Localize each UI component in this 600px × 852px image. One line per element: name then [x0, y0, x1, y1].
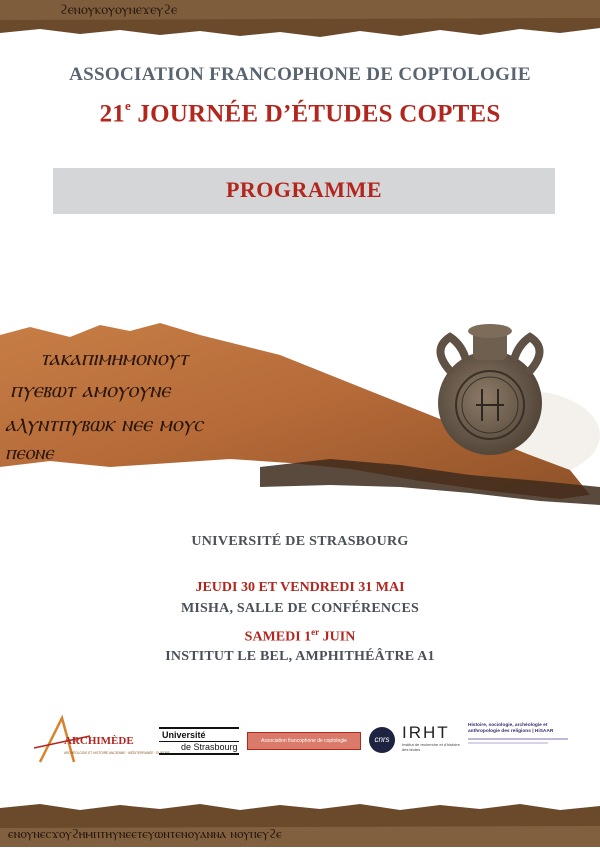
date-2-pre: SAMEDI 1 — [244, 629, 312, 645]
university-name: UNIVERSITÉ DE STRASBOURG — [191, 534, 409, 549]
location-2: INSTITUT LE BEL, AMPHITHÉÂTRE A1 — [165, 649, 435, 664]
afc-logo-text: Association francophone de coptologie — [261, 738, 347, 744]
event-number-suffix: e — [124, 98, 131, 113]
archimede-sub: ARCHÉOLOGIE ET HISTOIRE ANCIENNE · MÉDITERRANÉE · EUROPE — [64, 751, 170, 755]
irht-sub: Institut de recherche et d’histoire des textes — [402, 742, 460, 752]
event-title-text: JOURNÉE D’ÉTUDES COPTES — [130, 100, 501, 128]
hisaar-logo-text: Histoire, sociologie, archéologie et anthropologie des religions | HiSAAR — [468, 723, 554, 734]
location-1: MISHA, SALLE DE CONFÉRENCES — [181, 601, 419, 616]
date-2-post: JUIN — [319, 629, 356, 645]
bottom-papyrus-strip — [0, 798, 600, 847]
papyrus-line-1: ⲧⲁⲕⲁⲡⲓⲙⲏⲙⲟⲛⲟⲩⲧ — [40, 346, 188, 371]
date-1: JEUDI 30 ET VENDREDI 31 MAI — [195, 580, 405, 595]
bottom-papyrus-image — [0, 798, 600, 847]
hisaar-underline-2 — [468, 742, 548, 744]
papyrus-line-4: ⲡⲉⲟⲛⲉ — [5, 440, 54, 464]
afc-logo[interactable] — [247, 732, 361, 750]
programme-label: PROGRAMME — [225, 177, 383, 202]
association-name: ASSOCIATION FRANCOPHONE DE COPTOLOGIE — [69, 64, 531, 85]
hisaar-logo[interactable] — [468, 723, 578, 757]
archimede-name: ARCHIMÈDE — [64, 735, 134, 747]
cnrs-logo[interactable] — [369, 727, 395, 753]
papyrus-line-3: ⲁⲗⲩⲛⲧⲡⲩⲃⲱⲕ ⲛⲉⲉ ⲙⲟⲩⲥ — [5, 412, 203, 437]
unistra-logo[interactable] — [159, 727, 239, 755]
papyrus-line-2: ⲡⲩⲉⲃⲱⲧ ⲁⲙⲟⲩⲟⲩⲛⲉ — [10, 378, 171, 403]
bottom-strip-text: ⲉⲛⲟⲩⲛⲉⲥϫⲟⲩϩⲏⲙⲡⲧⲏⲩⲛⲉⲉⲧⲉⲩⲱⲛⲧⲉⲛⲟⲩⲁⲛⲛⲁ ⲛⲟⲩⲡⲉⲩϩⲉ — [8, 827, 282, 842]
top-papyrus-strip — [0, 0, 600, 42]
event-number: 21 — [99, 100, 125, 128]
irht-logo[interactable] — [402, 724, 462, 758]
date-2-sup: er — [311, 627, 320, 637]
papyrus-illustration — [0, 255, 600, 530]
top-papyrus-image — [0, 0, 600, 42]
unistra-line-1: Université — [162, 730, 206, 740]
ampulla-image — [438, 324, 542, 455]
irht-logo-text: IRHT — [402, 723, 450, 742]
archimede-logo[interactable] — [30, 714, 170, 766]
cnrs-logo-text: cnrs — [374, 735, 390, 744]
programme-banner — [53, 168, 555, 214]
date-2 — [0, 627, 600, 646]
hisaar-underline — [468, 738, 568, 740]
unistra-line-2: de Strasbourg — [159, 741, 239, 753]
event-title — [0, 100, 600, 128]
top-strip-text: ϩⲉⲛⲟⲩⲕⲟⲩⲟⲩⲛⲉϫⲉⲩϩⲉ — [60, 2, 178, 18]
